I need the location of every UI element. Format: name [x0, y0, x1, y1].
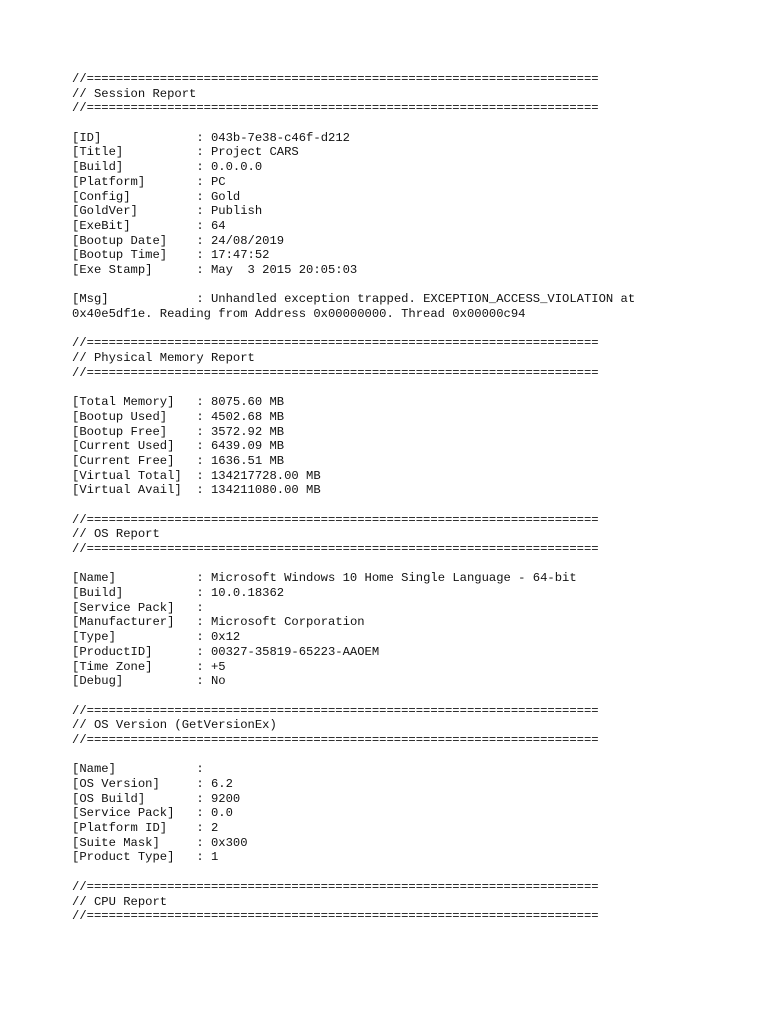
log-row-value: 00327-35819-65223-AAOEM — [210, 644, 380, 659]
log-row: [Bootup Free] : 3572.92 MB — [72, 424, 285, 439]
log-row-key: [Bootup Time] — [72, 248, 168, 263]
log-row: [OS Version] : 6.2 — [72, 777, 233, 791]
log-row: [Name] : — [72, 762, 211, 777]
section-header-memory: // Physical Memory Report — [72, 351, 255, 366]
log-row: [Service Pack] : 0.0 — [72, 806, 233, 821]
log-row: [Platform] : PC — [72, 174, 226, 189]
section-rule: //====================================================================== — [72, 909, 599, 924]
section-rule: //====================================================================== — [72, 336, 599, 351]
log-row: [Service Pack] : — [72, 600, 211, 615]
msg-value-line2: 0x40e5df1e. Reading from Address 0x00000000. Thread 0x00000c94 — [72, 307, 526, 321]
log-row-key: [Config] — [72, 189, 131, 204]
section-header-cpu: // CPU Report — [72, 894, 168, 909]
log-row-key: [GoldVer] — [72, 204, 138, 219]
log-row-value: Microsoft Windows 10 Home Single Language - 64-bit — [210, 571, 577, 586]
log-row-value: 0.0 — [210, 806, 233, 821]
log-row-key: [Current Free] — [72, 453, 175, 468]
section-rule: //====================================================================== — [72, 542, 599, 556]
section-header-session: // Session Report — [72, 86, 197, 101]
log-row: [Bootup Time] : 17:47:52 — [72, 248, 270, 263]
log-row-key: [Bootup Date] — [72, 233, 168, 248]
section-rule: //====================================================================== — [72, 101, 599, 116]
log-row-key: [Type] — [72, 630, 116, 645]
log-row-key: [Platform] — [72, 174, 146, 189]
log-row-key: [Product Type] — [72, 850, 175, 865]
log-row-value: 1636.51 MB — [210, 453, 285, 468]
log-row: [Bootup Used] : 4502.68 MB — [72, 409, 285, 424]
log-row: [Virtual Total] : 134217728.00 MB — [72, 468, 321, 483]
log-row: [GoldVer] : Publish — [72, 204, 263, 219]
log-row: [Current Used] : 6439.09 MB — [72, 439, 285, 454]
log-row-value: Microsoft Corporation — [210, 615, 365, 630]
crash-log-document — [72, 72, 752, 924]
log-row: [ID] : 043b-7e38-c46f-d212 — [72, 130, 350, 145]
log-row-value: No — [210, 674, 226, 689]
log-row-key: [ExeBit] — [72, 218, 131, 233]
log-row: [Exe Stamp] : May 3 2015 20:05:03 — [72, 262, 358, 277]
log-row-value: 0x12 — [210, 630, 241, 645]
osversion-report-rows — [72, 762, 752, 865]
log-row-value: 2 — [210, 821, 219, 836]
log-row-value: 24/08/2019 — [210, 233, 285, 248]
log-row-key: [Build] — [72, 586, 124, 601]
log-row-key: [Current Used] — [72, 439, 175, 454]
msg-row: [Msg] : Unhandled exception trapped. EXCEPTION_ACCESS_VIOLATION at — [72, 292, 636, 307]
log-row: [Title] : Project CARS — [72, 145, 299, 160]
log-row-value: 9200 — [210, 791, 241, 806]
log-row-value: 0.0.0.0 — [210, 160, 263, 175]
log-row-key: [Name] — [72, 762, 116, 777]
log-row-value: 134217728.00 MB — [210, 468, 321, 483]
memory-report-rows — [72, 395, 752, 498]
log-row: [Time Zone] : +5 — [72, 659, 226, 674]
log-row-key: [Title] — [72, 145, 124, 160]
log-row-key: [Virtual Total] — [72, 468, 182, 483]
log-row-key: [Bootup Free] — [72, 424, 168, 439]
session-report-rows — [72, 131, 752, 278]
log-row: [ExeBit] : 64 — [72, 218, 226, 233]
log-row: [Current Free] : 1636.51 MB — [72, 453, 285, 468]
log-row: [Build] : 10.0.18362 — [72, 586, 285, 601]
log-row-value: 134211080.00 MB — [210, 483, 321, 498]
log-row-value: 3572.92 MB — [210, 424, 285, 439]
log-row-key: [OS Build] — [72, 791, 146, 806]
log-row: [Suite Mask] : 0x300 — [72, 835, 248, 850]
log-row-value: 043b-7e38-c46f-d212 — [210, 130, 350, 145]
log-row: [Manufacturer] : Microsoft Corporation — [72, 615, 365, 630]
log-row-value: Gold — [210, 189, 241, 204]
log-row-value: 17:47:52 — [210, 248, 270, 263]
log-row-value: 6.2 — [210, 777, 233, 791]
section-rule: //====================================================================== — [72, 732, 599, 747]
log-row: [Config] : Gold — [72, 189, 241, 204]
log-row: [Debug] : No — [72, 674, 226, 689]
section-rule: //====================================================================== — [72, 703, 599, 718]
log-row-value: 4502.68 MB — [210, 409, 285, 424]
log-row-key: [Service Pack] — [72, 600, 175, 615]
log-row-value: 1 — [210, 850, 219, 865]
log-row: [Bootup Date] : 24/08/2019 — [72, 233, 285, 248]
section-rule: //====================================================================== — [72, 72, 599, 86]
log-row-value: 8075.60 MB — [210, 395, 285, 410]
section-rule: //====================================================================== — [72, 365, 599, 380]
log-row-key: [Manufacturer] — [72, 615, 175, 630]
log-row-key: [Suite Mask] — [72, 835, 160, 850]
log-row-key: [Time Zone] — [72, 659, 153, 674]
log-row-value: Project CARS — [210, 145, 299, 160]
log-row-value: 0x300 — [210, 835, 248, 850]
section-header-os: // OS Report — [72, 527, 160, 542]
section-rule: //====================================================================== — [72, 512, 599, 527]
msg-key: [Msg] — [72, 292, 109, 307]
log-row: [Total Memory] : 8075.60 MB — [72, 395, 285, 410]
section-rule: //====================================================================== — [72, 879, 599, 894]
log-row: [Product Type] : 1 — [72, 850, 219, 865]
log-row-key: [Exe Stamp] — [72, 262, 153, 277]
log-row-value: May 3 2015 20:05:03 — [210, 262, 358, 277]
log-row-key: [Bootup Used] — [72, 409, 168, 424]
log-row-key: [ID] — [72, 130, 102, 145]
msg-value-line1: Unhandled exception trapped. EXCEPTION_ACCESS_VIOLATION at — [210, 292, 636, 307]
log-row-key: [ProductID] — [72, 644, 153, 659]
log-row-key: [Service Pack] — [72, 806, 175, 821]
log-row-key: [Platform ID] — [72, 821, 168, 836]
log-row-value: Publish — [210, 204, 263, 219]
log-row-value: PC — [210, 174, 226, 189]
log-row: [ProductID] : 00327-35819-65223-AAOEM — [72, 644, 380, 659]
log-row-key: [Virtual Avail] — [72, 483, 182, 498]
log-row-key: [Name] — [72, 571, 116, 586]
log-row-value: +5 — [210, 659, 226, 674]
log-row-key: [OS Version] — [72, 777, 160, 791]
log-row: [OS Build] : 9200 — [72, 791, 241, 806]
log-row: [Build] : 0.0.0.0 — [72, 160, 263, 175]
log-row: [Virtual Avail] : 134211080.00 MB — [72, 483, 321, 498]
log-row-value: 6439.09 MB — [210, 439, 285, 454]
section-header-osversion: // OS Version (GetVersionEx) — [72, 718, 277, 733]
log-row-key: [Debug] — [72, 674, 124, 689]
os-report-rows — [72, 571, 752, 689]
log-row-value: 64 — [210, 218, 226, 233]
log-row: [Name] : Microsoft Windows 10 Home Single Language - 64-bit — [72, 571, 577, 586]
log-row: [Platform ID] : 2 — [72, 821, 219, 836]
log-row-key: [Build] — [72, 160, 124, 175]
log-row: [Type] : 0x12 — [72, 630, 241, 645]
log-row-value: 10.0.18362 — [210, 586, 285, 601]
log-row-key: [Total Memory] — [72, 395, 175, 410]
